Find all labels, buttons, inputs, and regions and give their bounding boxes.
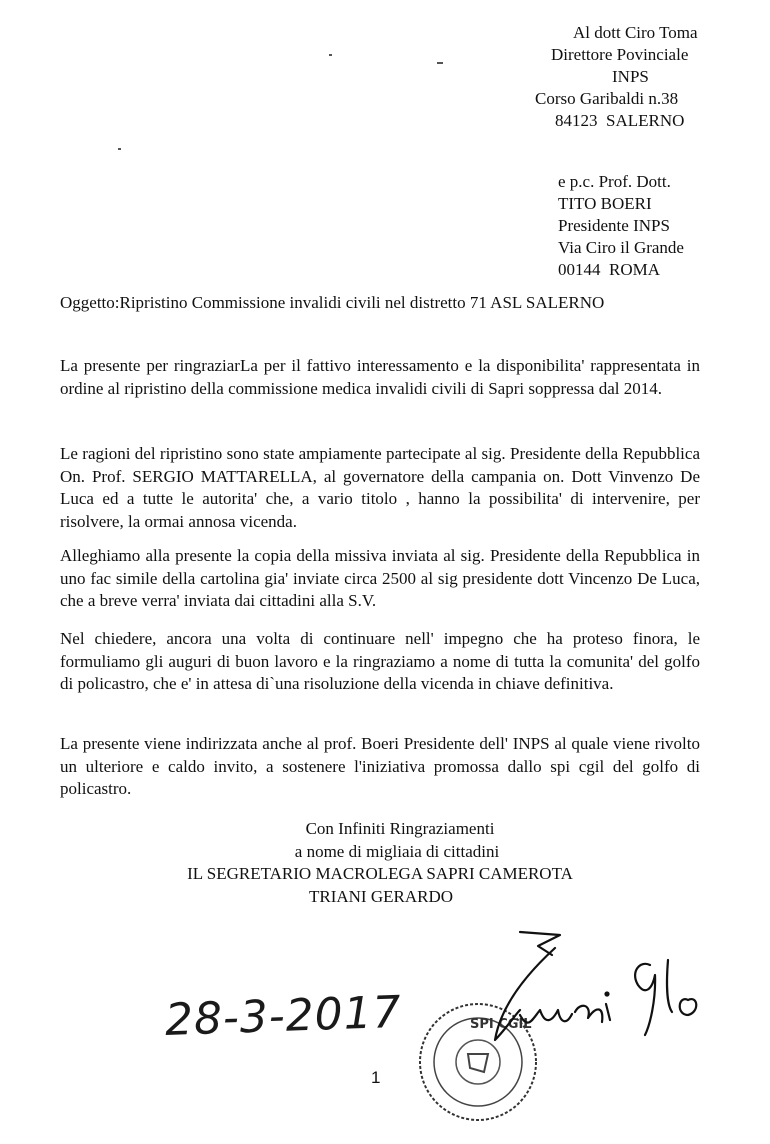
body-paragraph: La presente viene indirizzata anche al prof. Boeri Presidente dell' INPS al quale viene rivolto un ulteriore e caldo invito, a sostenere l'iniziativa promossa dallo spi cgil del golfo di policastro. <box>60 734 700 798</box>
handwritten-date: 28-3-2017 <box>164 986 403 1046</box>
recipient-line: Al dott Ciro Toma <box>573 23 698 42</box>
cc-line: Via Ciro il Grande <box>558 238 684 257</box>
stamp-text: SPI CGIL <box>470 1017 532 1032</box>
closing-line: IL SEGRETARIO MACROLEGA SAPRI CAMEROTA <box>187 864 573 883</box>
subject-line: Oggetto:Ripristino Commissione invalidi civili nel distretto 71 ASL SALERNO <box>60 293 605 312</box>
recipient-line: 84123 SALERNO <box>555 111 685 130</box>
body-paragraph: Nel chiedere, ancora una volta di continuare nell' impegno che ha proteso finora, le formuliamo gli auguri di buon lavoro e la ringraziamo a nome di tutta la comunita' del golfo di policastro, che e' in attesa di`una risoluzione della vicenda in chiave definitiva. <box>60 629 700 693</box>
page-number: 1 <box>371 1068 381 1087</box>
cc-line: 00144 ROMA <box>558 260 661 279</box>
spi-cgil-stamp <box>420 1004 536 1120</box>
closing-line: TRIANI GERARDO <box>308 886 454 906</box>
cc-line: Presidente INPS <box>558 216 670 235</box>
cc-line: TITO BOERI <box>558 194 652 213</box>
closing-line: a nome di migliaia di cittadini <box>294 841 500 861</box>
recipient-line: Corso Garibaldi n.38 <box>535 89 679 108</box>
cc-line: e p.c. Prof. Dott. <box>558 172 671 191</box>
body-paragraph: La presente per ringraziarLa per il fattivo interessamento e la disponibilita' rappresentata in ordine al ripristino della commissione medica invalidi civili di Sapri soppressa dal 2014. <box>60 356 700 398</box>
closing-line: Con Infiniti Ringraziamenti <box>305 819 495 838</box>
recipient-line: INPS <box>612 67 649 86</box>
recipient-line: Direttore Povinciale <box>551 45 689 64</box>
body-paragraph: Alleghiamo alla presente la copia della missiva inviata al sig. Presidente della Repubblica in uno fac simile della cartolina gia' inviate circa 2500 al sig presidente dott Vincenzo De Luca, che a breve verra' inviata dai cittadini alla S.V. <box>60 546 700 610</box>
body-paragraph: Le ragioni del ripristino sono state ampiamente partecipate al sig. Presidente della Repubblica On. Prof. SERGIO MATTARELLA, al governatore della campania on. Dott Vinvenzo De Luca ed a tutte le autorita' che, a vario titolo , hanno la possibilita' di intervenire, per risolvere, la ormai annosa vicenda. <box>60 444 700 531</box>
